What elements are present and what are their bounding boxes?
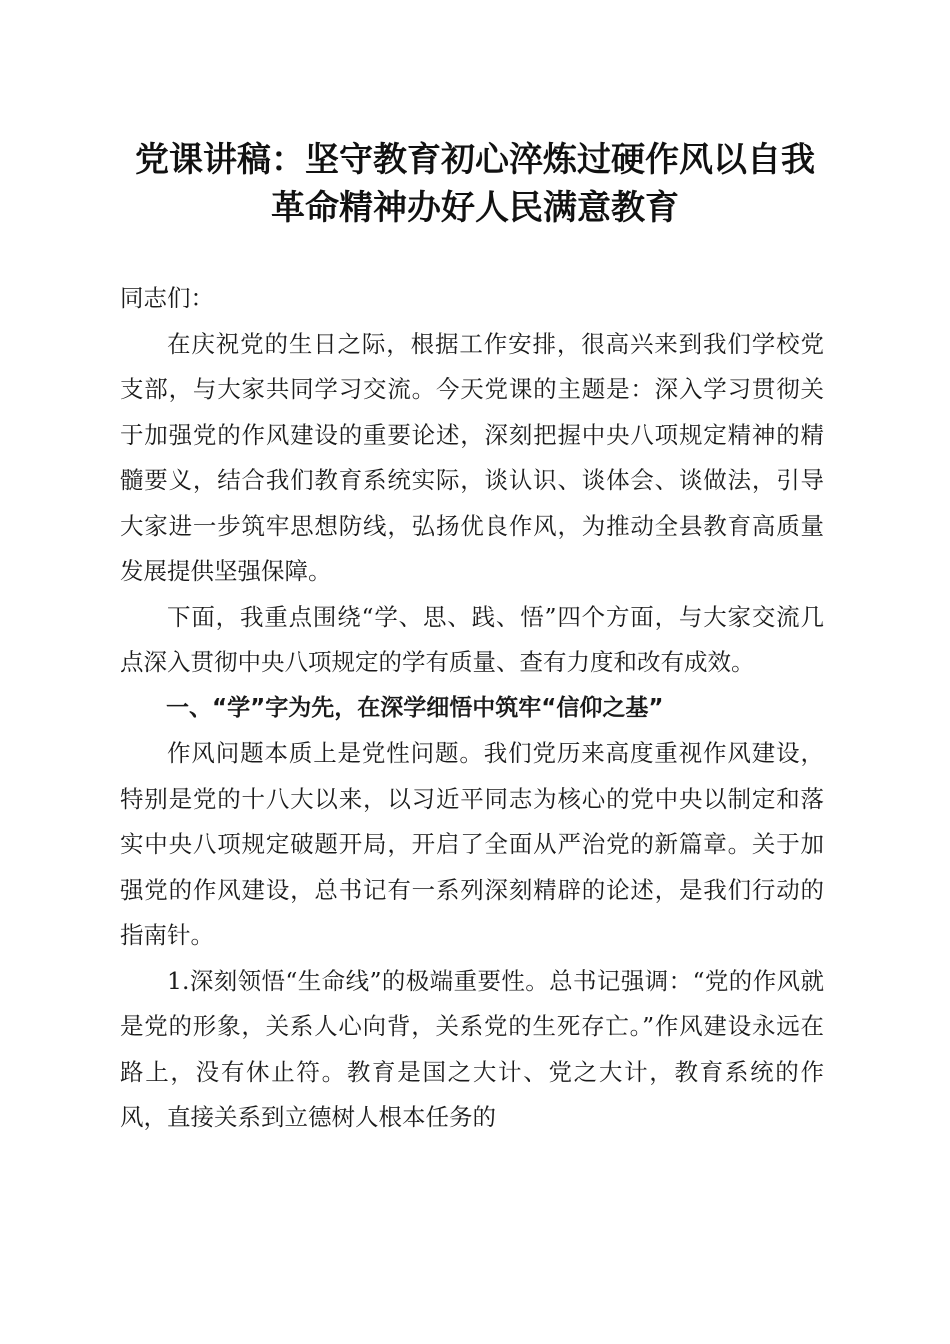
title-line-1: 党课讲稿：坚守教育初心淬炼过硬作风以自我 [135,140,815,180]
title-line-2: 革命精神办好人民满意教育 [271,188,679,228]
section-heading: 一、“学”字为先，在深学细悟中筑牢“信仰之基” [166,694,664,721]
paragraph-intro: 在庆祝党的生日之际，根据工作安排，很高兴来到我们学校党支部，与大家共同学习交流。今天党课的主题是：深入学习贯彻关于加强党的作风建设的重要论述，深刻把握中央八项规定精神的精髓要义，结合我们教育系统实际，谈认识、谈体会、谈做法，引导大家进一步筑牢思想防线，弘扬优良作风，为推动全县教育高质量发展提供坚强保障。 [120,329,824,585]
paragraph-outline: 下面，我重点围绕“学、思、践、悟”四个方面，与大家交流几点深入贯彻中央八项规定的学有质量、查有力度和改有成效。 [120,602,824,676]
document-title [110,136,840,232]
salutation: 同志们： [120,284,214,312]
paragraph-section-2: 1.深刻领悟“生命线”的极端重要性。总书记强调：“党的作风就是党的形象，关系人心向背，关系党的生死存亡。”作风建设永远在路上，没有休止符。教育是国之大计、党之大计，教育系统的作风，直接关系到立德树人根本任务的 [120,966,824,1131]
document-body [120,276,824,1141]
paragraph-section-1: 作风问题本质上是党性问题。我们党历来高度重视作风建设，特别是党的十八大以来，以习近平同志为核心的党中央以制定和落实中央八项规定破题开局，开启了全面从严治党的新篇章。关于加强党的作风建设，总书记有一系列深刻精辟的论述，是我们行动的指南针。 [120,739,824,949]
